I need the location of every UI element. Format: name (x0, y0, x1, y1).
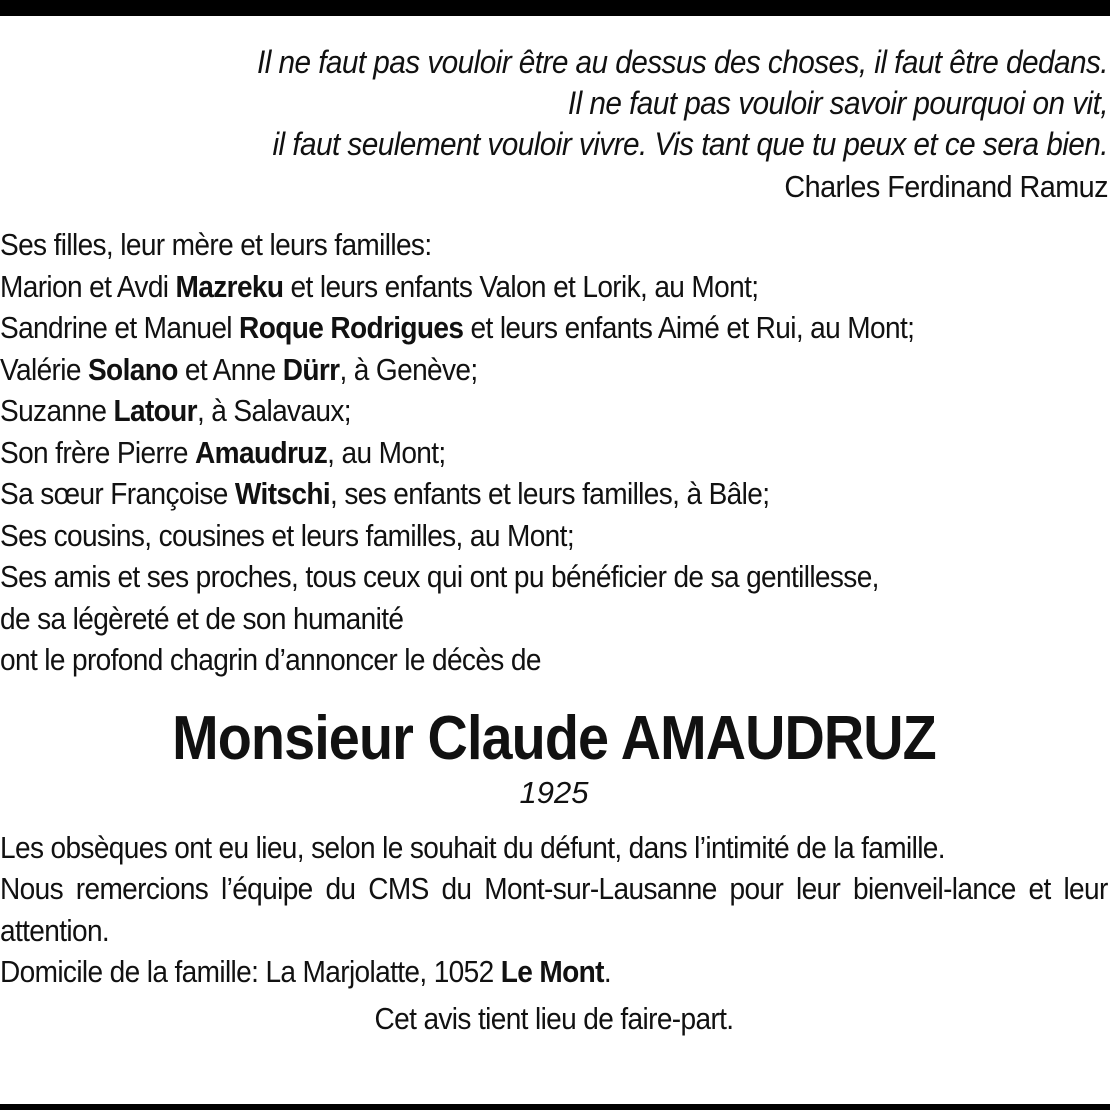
family-text: Sandrine et Manuel (0, 310, 240, 345)
family-line: Ses cousins, cousines et leurs familles, au Mont; (0, 517, 574, 553)
deceased-year: 1925 (519, 774, 589, 810)
family-line (0, 349, 1003, 391)
family-line (0, 266, 1003, 308)
closing-line: Cet avis tient lieu de faire-part. (374, 1000, 734, 1036)
family-text: Sa sœur Françoise (0, 476, 235, 511)
bottom-rule (0, 1104, 1110, 1110)
family-line (0, 307, 1003, 349)
family-surname: Latour (113, 393, 197, 428)
family-line (0, 432, 1003, 474)
family-line (0, 390, 1003, 432)
family-text: Marion et Avdi (0, 268, 176, 304)
family-text: , ses enfants et leurs familles, à Bâle; (330, 476, 770, 511)
family-surname: Roque Rodrigues (239, 310, 464, 345)
quote-line: Il ne faut pas vouloir savoir pourquoi on vit, (567, 85, 1108, 121)
family-surname: Mazreku (175, 268, 284, 304)
family-surname: Dürr (282, 351, 340, 387)
thanks-paragraph: Nous remercions l’équipe du CMS du Mont-sur-Lausanne pour leur bienveil-lance et leur attention. (0, 871, 1108, 948)
obituary-notice (0, 42, 1108, 1041)
family-line (0, 473, 1003, 515)
quote-author: Charles Ferdinand Ramuz (784, 169, 1108, 204)
top-rule (0, 0, 1110, 16)
family-text: Suzanne (0, 393, 114, 428)
quote-line: Il ne faut pas vouloir être au dessus des choses, il faut être dedans. (257, 44, 1108, 80)
family-text: , à Genève; (339, 351, 478, 387)
address-text: . (603, 954, 612, 989)
family-surname: Amaudruz (195, 434, 328, 470)
family-line: Ses amis et ses proches, tous ceux qui ont pu bénéficier de sa gentillesse, (0, 559, 879, 594)
family-address (0, 951, 1108, 993)
family-text: Son frère Pierre (0, 434, 196, 470)
announcement-line: ont le profond chagrin d’annoncer le décès de (0, 642, 541, 677)
family-text: et Anne (177, 351, 283, 387)
family-surname: Witschi (234, 476, 331, 511)
family-line: de sa légèreté et de son humanité (0, 600, 404, 636)
funeral-paragraph: Les obsèques ont eu lieu, selon le souhait du défunt, dans l’intimité de la famille. (0, 829, 945, 865)
family-text: et leurs enfants Valon et Lorik, au Mont; (283, 268, 759, 304)
address-text: Domicile de la famille: La Marjolatte, 1052 (0, 954, 501, 989)
family-surname: Solano (87, 351, 178, 387)
family-text: , à Salavaux; (196, 393, 351, 428)
family-text: , au Mont; (327, 434, 446, 470)
family-text: et leurs enfants Aimé et Rui, au Mont; (463, 310, 915, 345)
family-intro: Ses filles, leur mère et leurs familles: (0, 227, 432, 262)
funeral-info (0, 827, 1108, 993)
address-place: Le Mont (500, 954, 604, 989)
epigraph-quote (78, 42, 1108, 165)
quote-line: il faut seulement vouloir vivre. Vis tant que tu peux et ce sera bien. (272, 126, 1108, 162)
deceased-name: Monsieur Claude AMAUDRUZ (172, 703, 936, 773)
family-list (0, 224, 1003, 681)
family-text: Valérie (0, 351, 88, 387)
